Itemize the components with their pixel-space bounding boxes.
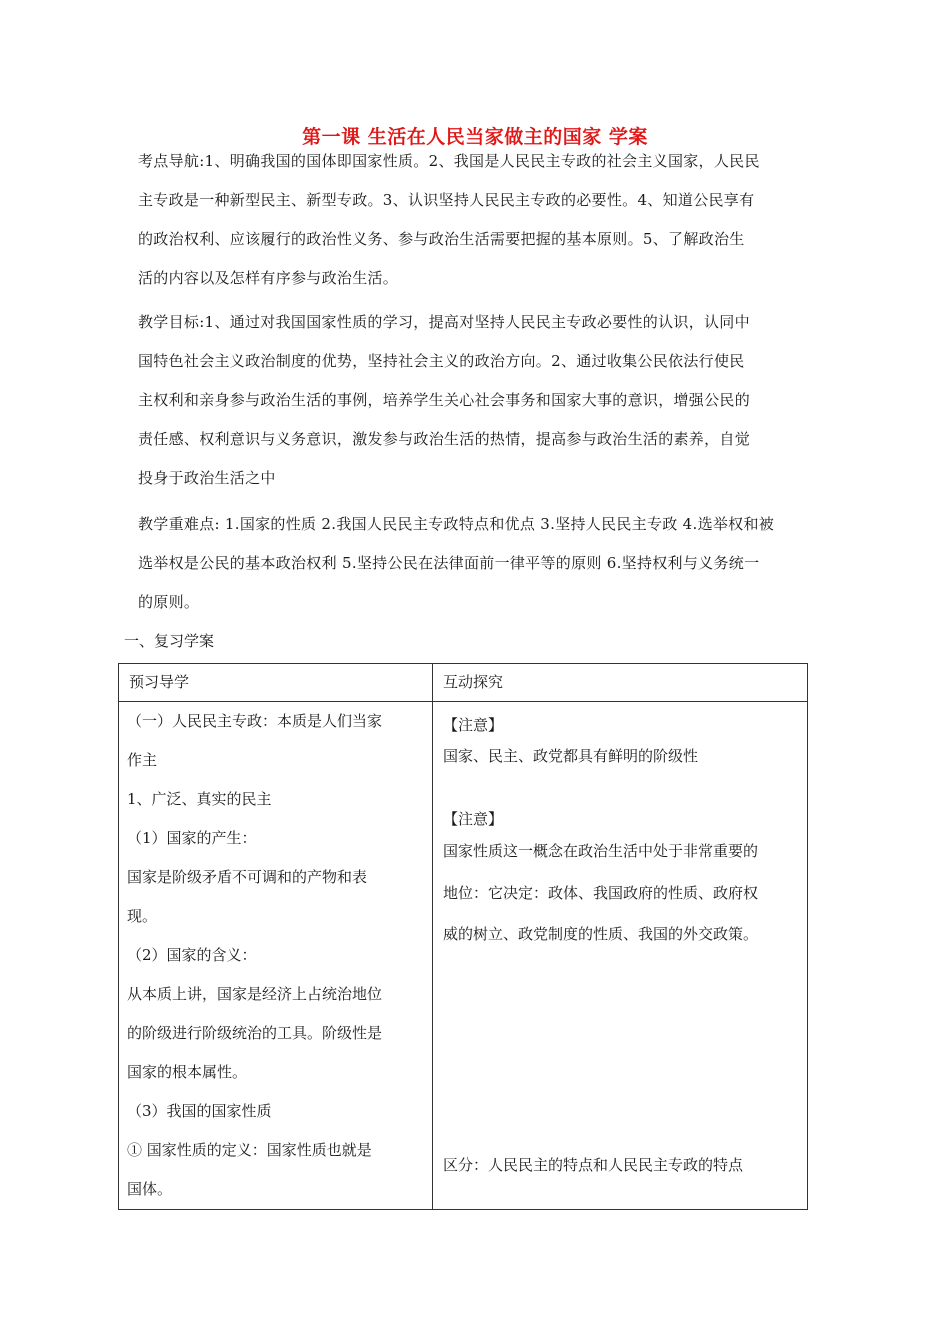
note-text: 国家性质这一概念在政治生活中处于非常重要的 [443,842,759,860]
cell-line: 现。 [127,907,158,925]
text-line: 的原则。 [138,593,200,611]
text-line: 的政治权利、应该履行的政治性义务、参与政治生活需要把握的基本原则。5、了解政治生 [138,230,745,248]
text-line: 主权利和亲身参与政治生活的事例，培养学生关心社会事务和国家大事的意识，增强公民的 [138,391,751,409]
text-line: 教学目标:1、通过对我国国家性质的学习，提高对坚持人民民主专政必要性的认识，认同中 [138,313,750,331]
cell-line: ① 国家性质的定义：国家性质也就是 [127,1141,372,1159]
key-points-paragraph [138,505,818,622]
table-header-row [119,664,808,702]
note-text: 威的树立、政党制度的性质、我国的外交政策。 [443,925,759,943]
header-explore: 互动探究 [433,664,808,702]
cell-line: （一）人民民主专政：本质是人们当家 [127,712,383,730]
note-label: 【注意】 [443,810,504,828]
cell-line: 国体。 [127,1180,173,1198]
cell-line: 国家是阶级矛盾不可调和的产物和表 [127,868,368,886]
cell-line: 的阶级进行阶级统治的工具。阶级性是 [127,1024,383,1042]
text-line: 教学重难点: 1.国家的性质 2.我国人民民主专政特点和优点 3.坚持人民民主专政 4.选举权和被 [138,515,775,533]
text-line: 活的内容以及怎样有序参与政治生活。 [138,269,399,287]
cell-line: （1）国家的产生： [127,829,257,847]
note-text: 国家、民主、政党都具有鲜明的阶级性 [443,747,699,765]
cell-line: 国家的根本属性。 [127,1063,248,1081]
cell-line: （3）我国的国家性质 [127,1102,272,1120]
document-title: 第一课 生活在人民当家做主的国家 学案 [302,126,648,148]
header-preview: 预习导学 [119,664,433,702]
note-label: 【注意】 [443,716,504,734]
section-heading: 一、复习学案 [124,632,215,650]
text-line: 国特色社会主义政治制度的优势，坚持社会主义的政治方向。2、通过收集公民依法行使民 [138,352,745,370]
cell-line: 1、广泛、真实的民主 [127,790,272,808]
table-row [119,702,808,1210]
exam-guide-paragraph [138,142,818,298]
text-line: 责任感、权利意识与义务意识，激发参与政治生活的热情，提高参与政治生活的素养，自觉 [138,430,751,448]
cell-line: （2）国家的含义： [127,946,257,964]
cell-line: 作主 [127,751,158,769]
cell-line: 从本质上讲，国家是经济上占统治地位 [127,985,383,1003]
teaching-goals-paragraph [138,303,818,498]
distinguish-text: 区分：人民民主的特点和人民民主专政的特点 [443,1156,744,1174]
text-line: 主专政是一种新型民主、新型专政。3、认识坚持人民民主专政的必要性。4、知道公民享有 [138,191,755,209]
preview-cell [119,702,433,1210]
explore-cell [433,702,808,1210]
note-text: 地位：它决定：政体、我国政府的性质、政府权 [443,884,759,902]
study-table [118,663,808,1210]
text-line: 选举权是公民的基本政治权利 5.坚持公民在法律面前一律平等的原则 6.坚持权利与义务统一 [138,554,760,572]
text-line: 考点导航:1、明确我国的国体即国家性质。2、我国是人民民主专政的社会主义国家，人民民 [138,152,760,170]
text-line: 投身于政治生活之中 [138,469,276,487]
